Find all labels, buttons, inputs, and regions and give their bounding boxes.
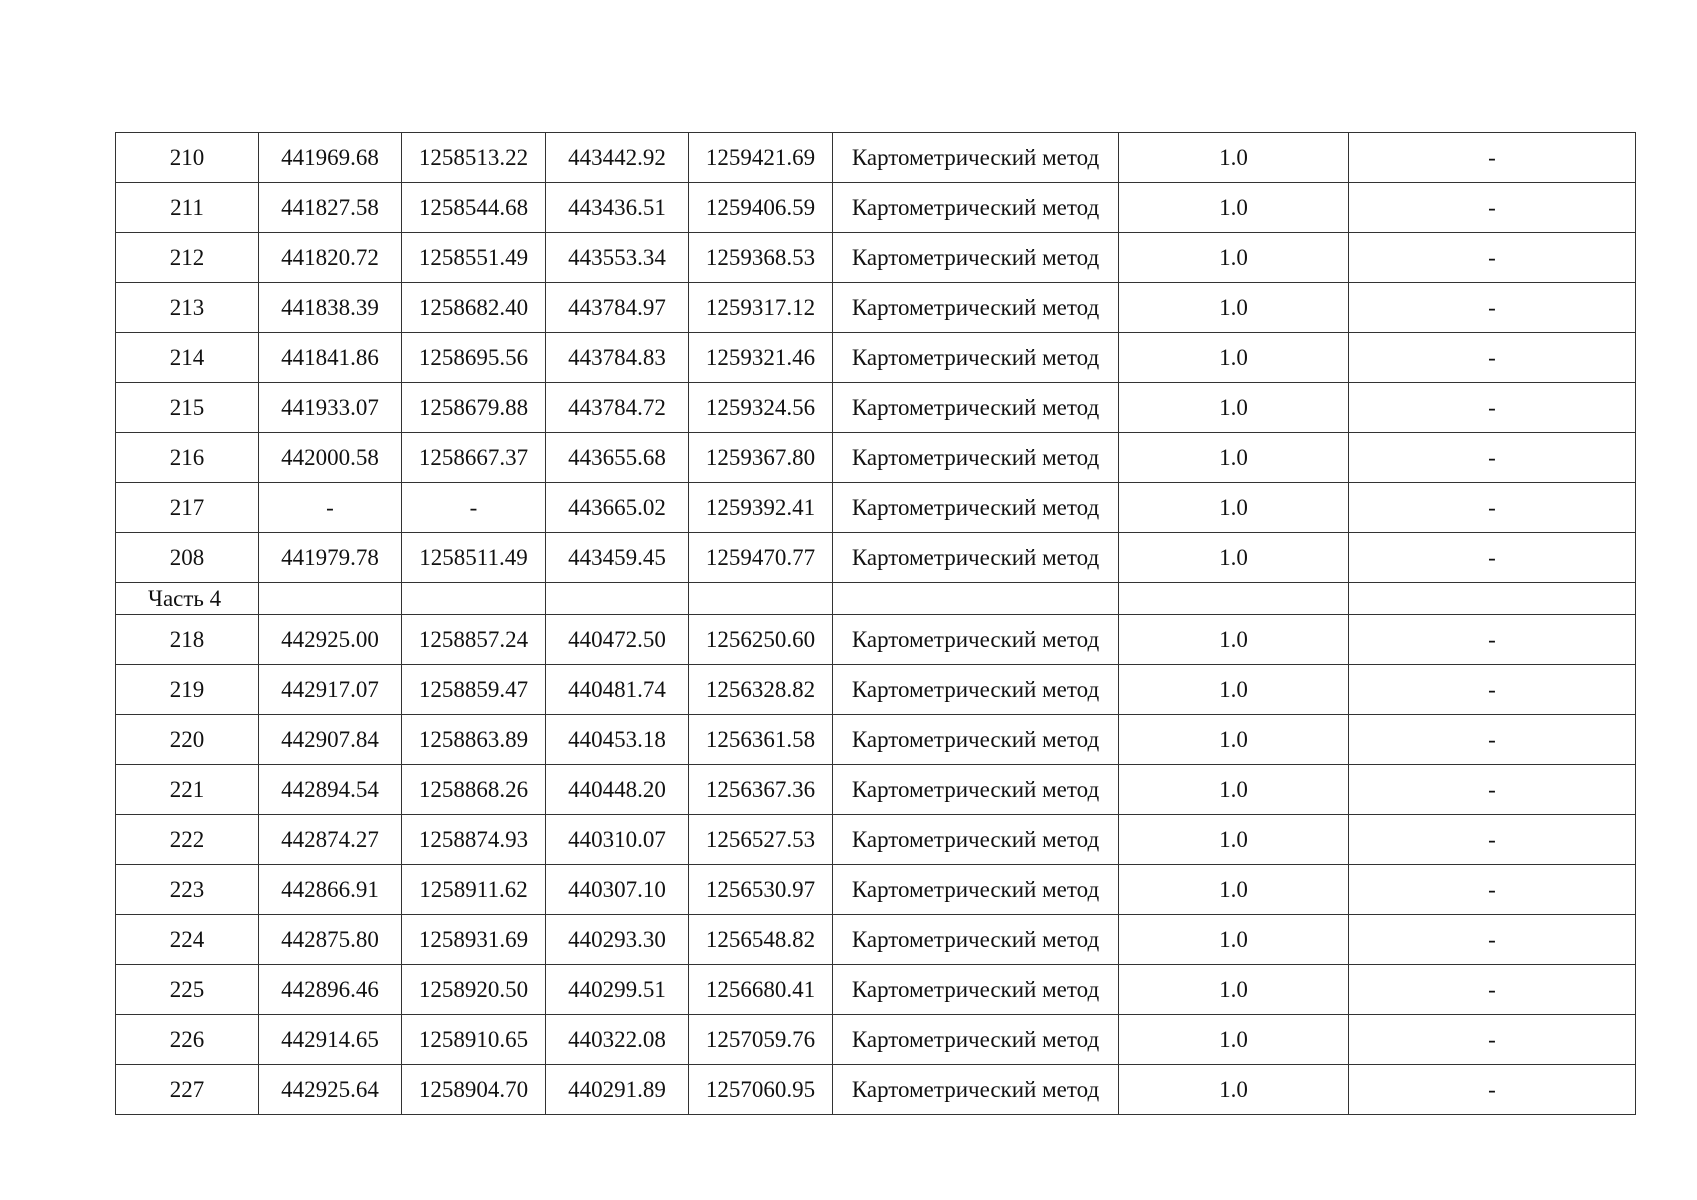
- new-x-coordinate-cell: 440453.18: [546, 715, 689, 765]
- old-y-coordinate-cell: 1258920.50: [402, 965, 546, 1015]
- new-x-coordinate-cell: 440293.30: [546, 915, 689, 965]
- determination-method-cell: Картометрический метод: [833, 233, 1119, 283]
- old-y-coordinate-cell: -: [402, 483, 546, 533]
- table-row: [116, 533, 1636, 583]
- table-row: [116, 233, 1636, 283]
- new-y-coordinate-cell: 1259392.41: [689, 483, 833, 533]
- old-x-coordinate-cell: 441820.72: [259, 233, 402, 283]
- accuracy-cell: 1.0: [1119, 383, 1349, 433]
- description-cell: -: [1349, 283, 1636, 333]
- accuracy-cell: 1.0: [1119, 183, 1349, 233]
- description-cell: -: [1349, 483, 1636, 533]
- accuracy-cell: 1.0: [1119, 1065, 1349, 1115]
- old-y-coordinate-cell: 1258904.70: [402, 1065, 546, 1115]
- table-row: [116, 615, 1636, 665]
- accuracy-cell: 1.0: [1119, 965, 1349, 1015]
- new-x-coordinate-cell: 443459.45: [546, 533, 689, 583]
- accuracy-cell: 1.0: [1119, 1015, 1349, 1065]
- table-row: [116, 665, 1636, 715]
- accuracy-cell: 1.0: [1119, 815, 1349, 865]
- description-cell: -: [1349, 665, 1636, 715]
- description-cell: -: [1349, 333, 1636, 383]
- point-number-cell: 218: [116, 615, 259, 665]
- new-x-coordinate-cell: 443436.51: [546, 183, 689, 233]
- new-y-coordinate-cell: 1256367.36: [689, 765, 833, 815]
- new-y-coordinate-cell: 1259367.80: [689, 433, 833, 483]
- old-y-coordinate-cell: 1258857.24: [402, 615, 546, 665]
- table-row: [116, 383, 1636, 433]
- description-cell: [1349, 583, 1636, 615]
- new-x-coordinate-cell: 440310.07: [546, 815, 689, 865]
- table-row: [116, 865, 1636, 915]
- point-number-cell: 217: [116, 483, 259, 533]
- old-y-coordinate-cell: 1258868.26: [402, 765, 546, 815]
- determination-method-cell: Картометрический метод: [833, 615, 1119, 665]
- table-row: [116, 183, 1636, 233]
- new-y-coordinate-cell: 1256548.82: [689, 915, 833, 965]
- new-y-coordinate-cell: 1256530.97: [689, 865, 833, 915]
- description-cell: -: [1349, 533, 1636, 583]
- old-y-coordinate-cell: 1258911.62: [402, 865, 546, 915]
- accuracy-cell: 1.0: [1119, 615, 1349, 665]
- accuracy-cell: 1.0: [1119, 133, 1349, 183]
- new-x-coordinate-cell: 443553.34: [546, 233, 689, 283]
- determination-method-cell: Картометрический метод: [833, 483, 1119, 533]
- new-x-coordinate-cell: 443665.02: [546, 483, 689, 533]
- determination-method-cell: Картометрический метод: [833, 865, 1119, 915]
- new-y-coordinate-cell: [689, 583, 833, 615]
- old-x-coordinate-cell: 442894.54: [259, 765, 402, 815]
- section-header-row: [116, 583, 1636, 615]
- table-row: [116, 283, 1636, 333]
- old-x-coordinate-cell: 441979.78: [259, 533, 402, 583]
- section-label-cell: Часть 4: [116, 583, 259, 615]
- accuracy-cell: 1.0: [1119, 533, 1349, 583]
- accuracy-cell: 1.0: [1119, 333, 1349, 383]
- determination-method-cell: Картометрический метод: [833, 665, 1119, 715]
- accuracy-cell: 1.0: [1119, 915, 1349, 965]
- new-y-coordinate-cell: 1257060.95: [689, 1065, 833, 1115]
- description-cell: -: [1349, 915, 1636, 965]
- old-x-coordinate-cell: 442925.64: [259, 1065, 402, 1115]
- new-y-coordinate-cell: 1259406.59: [689, 183, 833, 233]
- point-number-cell: 226: [116, 1015, 259, 1065]
- table-row: [116, 765, 1636, 815]
- old-x-coordinate-cell: 442896.46: [259, 965, 402, 1015]
- determination-method-cell: Картометрический метод: [833, 533, 1119, 583]
- point-number-cell: 227: [116, 1065, 259, 1115]
- old-x-coordinate-cell: 442866.91: [259, 865, 402, 915]
- description-cell: -: [1349, 1065, 1636, 1115]
- old-y-coordinate-cell: 1258931.69: [402, 915, 546, 965]
- table-row: [116, 715, 1636, 765]
- new-x-coordinate-cell: 440299.51: [546, 965, 689, 1015]
- point-number-cell: 216: [116, 433, 259, 483]
- point-number-cell: 211: [116, 183, 259, 233]
- old-x-coordinate-cell: 442917.07: [259, 665, 402, 715]
- description-cell: -: [1349, 1015, 1636, 1065]
- old-y-coordinate-cell: [402, 583, 546, 615]
- point-number-cell: 222: [116, 815, 259, 865]
- point-number-cell: 210: [116, 133, 259, 183]
- point-number-cell: 219: [116, 665, 259, 715]
- determination-method-cell: Картометрический метод: [833, 183, 1119, 233]
- old-x-coordinate-cell: -: [259, 483, 402, 533]
- determination-method-cell: Картометрический метод: [833, 433, 1119, 483]
- description-cell: -: [1349, 965, 1636, 1015]
- point-number-cell: 221: [116, 765, 259, 815]
- description-cell: -: [1349, 433, 1636, 483]
- determination-method-cell: Картометрический метод: [833, 383, 1119, 433]
- old-x-coordinate-cell: 441933.07: [259, 383, 402, 433]
- new-x-coordinate-cell: 440472.50: [546, 615, 689, 665]
- old-y-coordinate-cell: 1258667.37: [402, 433, 546, 483]
- table-row: [116, 815, 1636, 865]
- accuracy-cell: 1.0: [1119, 865, 1349, 915]
- accuracy-cell: [1119, 583, 1349, 615]
- new-y-coordinate-cell: 1259421.69: [689, 133, 833, 183]
- old-x-coordinate-cell: [259, 583, 402, 615]
- point-number-cell: 225: [116, 965, 259, 1015]
- old-x-coordinate-cell: 441969.68: [259, 133, 402, 183]
- accuracy-cell: 1.0: [1119, 283, 1349, 333]
- determination-method-cell: Картометрический метод: [833, 915, 1119, 965]
- old-y-coordinate-cell: 1258910.65: [402, 1015, 546, 1065]
- old-x-coordinate-cell: 442925.00: [259, 615, 402, 665]
- new-y-coordinate-cell: 1256527.53: [689, 815, 833, 865]
- old-x-coordinate-cell: 442000.58: [259, 433, 402, 483]
- point-number-cell: 224: [116, 915, 259, 965]
- old-y-coordinate-cell: 1258544.68: [402, 183, 546, 233]
- point-number-cell: 220: [116, 715, 259, 765]
- point-number-cell: 208: [116, 533, 259, 583]
- old-y-coordinate-cell: 1258551.49: [402, 233, 546, 283]
- description-cell: -: [1349, 765, 1636, 815]
- new-x-coordinate-cell: 443784.97: [546, 283, 689, 333]
- new-y-coordinate-cell: 1257059.76: [689, 1015, 833, 1065]
- determination-method-cell: Картометрический метод: [833, 815, 1119, 865]
- coordinates-table-body: [116, 133, 1636, 1115]
- determination-method-cell: Картометрический метод: [833, 333, 1119, 383]
- table-row: [116, 965, 1636, 1015]
- accuracy-cell: 1.0: [1119, 765, 1349, 815]
- determination-method-cell: Картометрический метод: [833, 283, 1119, 333]
- new-x-coordinate-cell: [546, 583, 689, 615]
- description-cell: -: [1349, 715, 1636, 765]
- description-cell: -: [1349, 233, 1636, 283]
- determination-method-cell: Картометрический метод: [833, 715, 1119, 765]
- table-row: [116, 333, 1636, 383]
- new-y-coordinate-cell: 1256361.58: [689, 715, 833, 765]
- determination-method-cell: Картометрический метод: [833, 765, 1119, 815]
- accuracy-cell: 1.0: [1119, 483, 1349, 533]
- old-x-coordinate-cell: 441827.58: [259, 183, 402, 233]
- table-row: [116, 133, 1636, 183]
- new-y-coordinate-cell: 1259368.53: [689, 233, 833, 283]
- new-x-coordinate-cell: 440448.20: [546, 765, 689, 815]
- new-x-coordinate-cell: 443784.83: [546, 333, 689, 383]
- old-x-coordinate-cell: 442907.84: [259, 715, 402, 765]
- new-y-coordinate-cell: 1259324.56: [689, 383, 833, 433]
- description-cell: -: [1349, 383, 1636, 433]
- table-row: [116, 1065, 1636, 1115]
- new-y-coordinate-cell: 1259317.12: [689, 283, 833, 333]
- new-y-coordinate-cell: 1259321.46: [689, 333, 833, 383]
- old-y-coordinate-cell: 1258513.22: [402, 133, 546, 183]
- determination-method-cell: Картометрический метод: [833, 133, 1119, 183]
- table-row: [116, 433, 1636, 483]
- description-cell: -: [1349, 183, 1636, 233]
- accuracy-cell: 1.0: [1119, 665, 1349, 715]
- table-row: [116, 483, 1636, 533]
- old-y-coordinate-cell: 1258863.89: [402, 715, 546, 765]
- new-y-coordinate-cell: 1256680.41: [689, 965, 833, 1015]
- determination-method-cell: Картометрический метод: [833, 1065, 1119, 1115]
- point-number-cell: 213: [116, 283, 259, 333]
- point-number-cell: 215: [116, 383, 259, 433]
- point-number-cell: 212: [116, 233, 259, 283]
- new-y-coordinate-cell: 1256328.82: [689, 665, 833, 715]
- old-y-coordinate-cell: 1258679.88: [402, 383, 546, 433]
- point-number-cell: 214: [116, 333, 259, 383]
- description-cell: -: [1349, 615, 1636, 665]
- table-row: [116, 1015, 1636, 1065]
- old-x-coordinate-cell: 442875.80: [259, 915, 402, 965]
- accuracy-cell: 1.0: [1119, 715, 1349, 765]
- new-x-coordinate-cell: 443655.68: [546, 433, 689, 483]
- determination-method-cell: Картометрический метод: [833, 965, 1119, 1015]
- old-x-coordinate-cell: 441838.39: [259, 283, 402, 333]
- old-x-coordinate-cell: 442914.65: [259, 1015, 402, 1065]
- new-x-coordinate-cell: 440481.74: [546, 665, 689, 715]
- new-y-coordinate-cell: 1256250.60: [689, 615, 833, 665]
- old-y-coordinate-cell: 1258695.56: [402, 333, 546, 383]
- accuracy-cell: 1.0: [1119, 233, 1349, 283]
- accuracy-cell: 1.0: [1119, 433, 1349, 483]
- new-x-coordinate-cell: 440307.10: [546, 865, 689, 915]
- determination-method-cell: [833, 583, 1119, 615]
- description-cell: -: [1349, 865, 1636, 915]
- new-x-coordinate-cell: 440291.89: [546, 1065, 689, 1115]
- new-y-coordinate-cell: 1259470.77: [689, 533, 833, 583]
- description-cell: -: [1349, 133, 1636, 183]
- old-y-coordinate-cell: 1258874.93: [402, 815, 546, 865]
- old-x-coordinate-cell: 441841.86: [259, 333, 402, 383]
- point-number-cell: 223: [116, 865, 259, 915]
- new-x-coordinate-cell: 440322.08: [546, 1015, 689, 1065]
- old-x-coordinate-cell: 442874.27: [259, 815, 402, 865]
- coordinates-table: [115, 132, 1636, 1115]
- description-cell: -: [1349, 815, 1636, 865]
- new-x-coordinate-cell: 443442.92: [546, 133, 689, 183]
- new-x-coordinate-cell: 443784.72: [546, 383, 689, 433]
- determination-method-cell: Картометрический метод: [833, 1015, 1119, 1065]
- table-row: [116, 915, 1636, 965]
- old-y-coordinate-cell: 1258859.47: [402, 665, 546, 715]
- old-y-coordinate-cell: 1258511.49: [402, 533, 546, 583]
- old-y-coordinate-cell: 1258682.40: [402, 283, 546, 333]
